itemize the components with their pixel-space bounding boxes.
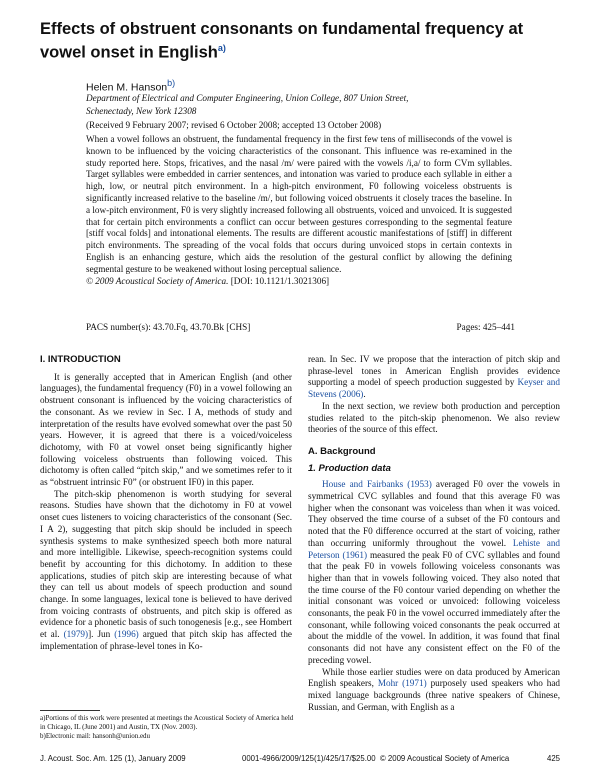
citation-link[interactable]: House and Fairbanks (1953) xyxy=(322,479,432,490)
received-dates: (Received 9 February 2007; revised 6 October 2008; accepted 13 October 2008) xyxy=(86,120,382,130)
paragraph: House and Fairbanks (1953) averaged F0 over the vowels in symmetrical CVC syllables and found that this average F0 was higher when the consonant was voiceless than when it was voiced. They observed the time course of a subset of the F0 contours and noted that the F0 difference occurred at the start of voicing, rather than occurring uniformly throughout the vowel. Lehiste and Peterson (1961) measured the peak F0 of CVC syllables and found that the peak F0 in vowels following voiceless consonants was higher than that in vowels following voiced. They also noted that the time course of the F0 contour varied depending on whether the initial consonant was voiced or unvoiced: following voiceless consonants, the peak F0 in the vowel occurred immediately after the consonant, while following voiced consonants the peak occurred at about the middle of the vowel. In addition, it was found that final consonants did not have any consistent effect on the F0 of the preceding vowel. xyxy=(308,479,561,665)
paper-title: Effects of obstruent consonants on fundamental frequency at vowel onset in English$^{a)}$ xyxy=(40,20,524,62)
section-heading-background: A. Background xyxy=(308,445,376,457)
abstract: When a vowel follows an obstruent, the fundamental frequency in the first few tens of milliseconds of the vowel is known to be influenced by the voicing characteristics of the consonant. This influence was re-examined in the study reported here. Stops, fricatives, and the nasal /m/ were paired with the vowels /i,a/ to form CVm syllables. Target syllables were embedded in carrier sentences, and intonation was varied to produce each syllable in either a high, low, or neutral pitch environment. In a high-pitch environment, F0 following voiceless obstruents is significantly increased relative to the baseline /m/, but following voiced obstruents it closely traces the baseline. In a low-pitch environment, F0 is very slightly increased following all obstruents, voiced and unvoiced. It is suggested that for certain pitch environments a conflict can occur between gestures corresponding to the segmental feature [stiff vocal folds] and intonational elements. The results are different acoustic manifestations of [stiff] in different pitch environments. The spreading of the vocal folds that occurs during unvoiced stops in certain contexts in English is an enhancing gesture, which aids the resolution of the gestural conflict by allowing the defining segmental gesture to be weakened without losing perceptual salience. © 2009 Acoustical Society of America. [DOI: 10.1121/1.3021306] xyxy=(86,134,512,286)
section-heading-introduction: I. INTRODUCTION xyxy=(40,354,121,365)
author-footnote-marker[interactable]: b) xyxy=(167,78,176,88)
paragraph: In the next section, we review both production and perception studies related to the pitch-skip phenomenon. We also review theories of the source of this effect. xyxy=(308,400,560,435)
footnote-a: a)Portions of this work were presented at meetings the Acoustical Society of America held in Chicago, IL (June 2001) and Austin, TX (Nov. 2003). xyxy=(40,714,294,731)
paragraph: While those earlier studies were on data produced by American English speakers, Mohr (1971) purposely used speakers who had mixed language backgrounds (three native speakers of Chinese, Russian, and German, with English as a xyxy=(308,666,560,712)
copyright: © 2009 Acoustical Society of America. [DOI: 10.1121/1.3021306] xyxy=(86,275,330,286)
right-column xyxy=(308,354,560,713)
left-column xyxy=(40,354,292,653)
page-number: 425 xyxy=(546,754,560,763)
citation-link[interactable]: Mohr (1971) xyxy=(377,678,427,689)
pacs-numbers: PACS number(s): 43.70.Fq, 43.70.Bk [CHS] xyxy=(86,322,251,332)
citation-link[interactable]: (1979) xyxy=(63,629,89,640)
footnote-b: b)Electronic mail: hansonh@union.edu xyxy=(40,732,151,740)
author-name: Helen M. Hanson$^{b)}$ xyxy=(86,78,176,94)
footnotes xyxy=(40,714,295,741)
affiliation: Department of Electrical and Computer Engineering, Union College, 807 Union Street, Schenectady, New York 12308 xyxy=(86,93,409,116)
paragraph: rean. In Sec. IV we propose that the interaction of pitch skip and phrase-level tones in American English provides evidence supporting a model of speech production suggested by Keyser and Stevens (2006). xyxy=(308,354,560,400)
society-copyright: © 2009 Acoustical Society of America xyxy=(380,754,510,763)
article-code: 0001-4966/2009/125(1)/425/17/$25.00 xyxy=(242,754,376,763)
footnote-divider xyxy=(40,710,100,711)
page-range: Pages: 425–441 xyxy=(456,322,515,332)
subsection-heading-production-data: 1. Production data xyxy=(308,462,391,474)
paragraph: It is generally accepted that in American English (and other languages), the fundamental frequency (F0) in a vowel following an obstruent consonant is influenced by the voicing characteristics of the consonant. As we review in Sec. I A, methods of study and interpretation of the results have evolved somewhat over the past 50 years. However, it is agreed that there is a voiced/voiceless dichotomy, with F0 at vowel onset being significantly higher following voiceless obstruents than following voiced. This dichotomy is often called “pitch skip,” and we sometimes refer to it as “obstruent intrinsic F0” (or obstruent IF0) in this paper. xyxy=(40,371,292,488)
citation-link[interactable]: (1996) xyxy=(114,629,139,640)
citation-link[interactable]: Keyser and Stevens (2006) xyxy=(308,377,560,400)
citation-link[interactable]: Lehiste and Peterson (1961) xyxy=(308,537,561,560)
title-footnote-marker[interactable]: a) xyxy=(217,43,226,53)
paragraph: The pitch-skip phenomenon is worth studying for several reasons. Studies have shown that the dichotomy in F0 at vowel onset cues listeners to voicing characteristics of the consonant (Sec. I A 2), suggesting that pitch skip should be included in speech synthesis systems to make synthesized speech both more natural and more intelligible. Likewise, speech-recognition systems could benefit by accounting for this dichotomy. In addition to these applications, studies of pitch skip are interesting because of what they can tell us about models of speech production and sound change. In some languages, lexical tone is believed to have derived from voicing contrasts of obstruents, and pitch skip is offered as evidence for a phonetic basis of such tonogenesis [e.g., see Hombert et al. (1979)]. Jun (1996) argued that pitch skip has affected the implementation of phrase-level tones in Ko- xyxy=(40,488,293,651)
journal-reference: J. Acoust. Soc. Am. 125 (1), January 2009 xyxy=(40,754,186,763)
